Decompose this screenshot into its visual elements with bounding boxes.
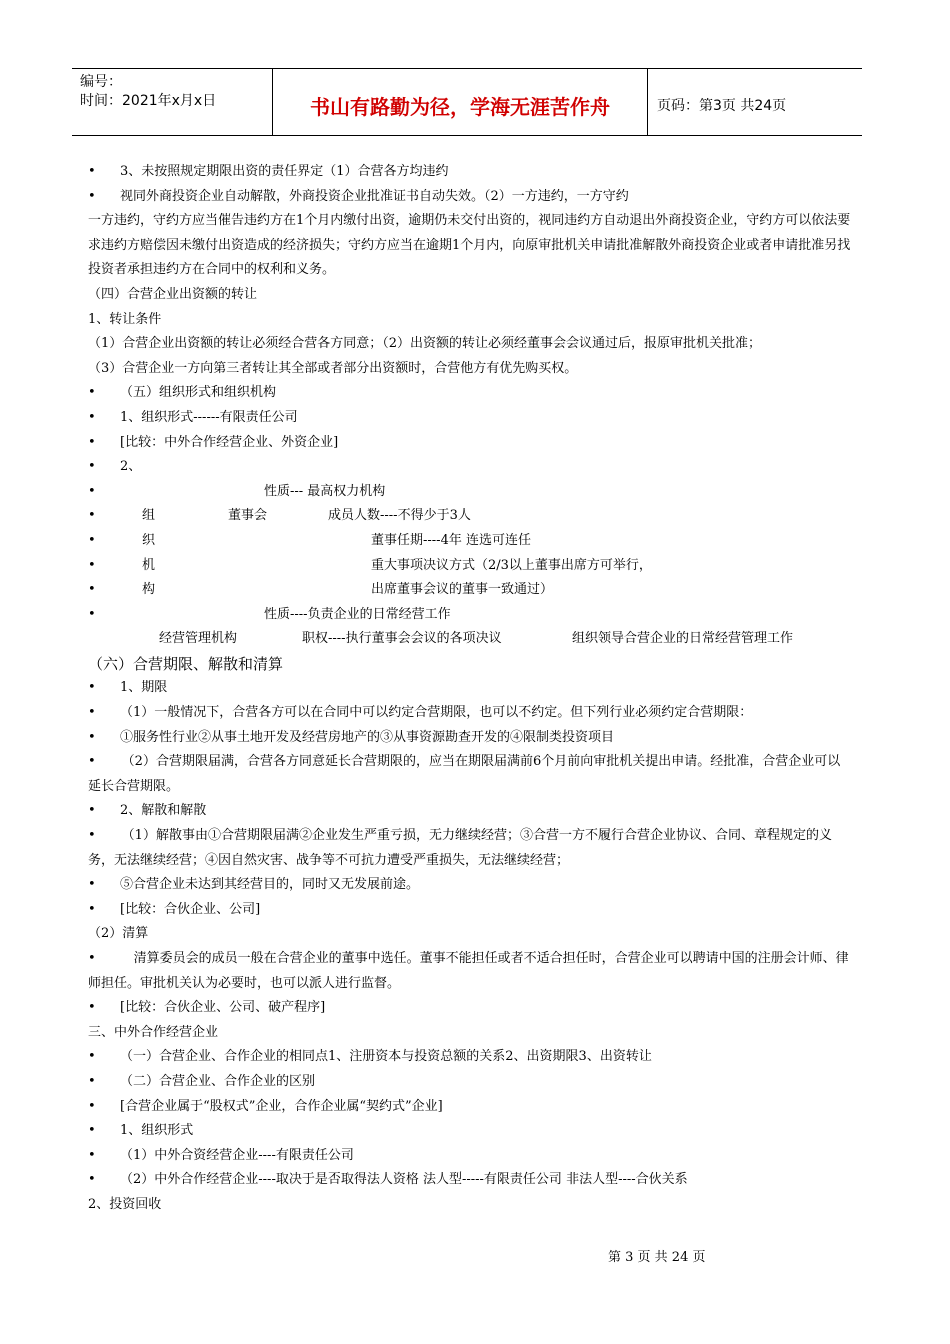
text-line: [合营企业属于“股权式”企业，合作企业属“契约式”企业] [120, 1098, 443, 1114]
section-heading: 三、中外合作经营企业 [88, 1024, 219, 1040]
paragraph: （1）合营企业出资额的转让必须经合营各方同意；（2）出资额的转让必须经董事会会议通过后，报原审批机关批准； [88, 336, 762, 352]
text-line: 董事任期----4年 连选可连任 [371, 532, 531, 548]
org-chart-row [88, 603, 853, 628]
text-line: （2）中外合作经营企业----取决于是否取得法人资格 法人型-----有限责任公司 非法人型----合伙关系 [120, 1172, 688, 1188]
paragraph [88, 701, 853, 726]
bullet: • [88, 901, 96, 917]
header-left [80, 73, 270, 111]
paragraph [88, 406, 853, 431]
serial-label: 编号： [80, 74, 122, 90]
text-line: 出席董事会议的董事一致通过） [371, 582, 554, 598]
text-line: ⑤合营企业未达到其经营目的，同时又无发展前途。 [120, 877, 420, 893]
bullet: • [88, 434, 96, 450]
bullet: • [88, 557, 96, 573]
bullet: • [88, 188, 96, 204]
bullet: • [88, 951, 96, 966]
bullet: • [88, 1049, 96, 1065]
section-heading: （四）合营企业出资额的转让 [88, 286, 258, 302]
paragraph [88, 1168, 853, 1193]
text-line: 1、组织形式------有限责任公司 [120, 409, 298, 425]
section-heading: （六）合营期限、解散和清算 [88, 654, 284, 673]
paragraph [88, 1095, 853, 1120]
page-header [72, 68, 862, 136]
text-line: 3、未按照规定期限出资的责任界定（1）合营各方均违约 [120, 164, 449, 179]
paragraph [88, 1144, 853, 1169]
bullet: • [88, 532, 96, 548]
org-chart-row [88, 554, 853, 579]
document-body [88, 160, 853, 1218]
org-chart-row [88, 529, 853, 554]
text-line: 董事会 [228, 508, 268, 524]
text-line: 1、组织形式 [120, 1123, 194, 1139]
text-line: 构 [142, 582, 156, 598]
text-line: 2、 [120, 459, 142, 475]
paragraph [88, 873, 853, 898]
text-line: 织 [142, 532, 156, 548]
bullet: • [88, 582, 96, 598]
text-line: 经营管理机构 [159, 631, 238, 647]
paragraph: 一方违约，守约方应当催告违约方在1个月内缴付出资，逾期仍未交付出资的，视同违约方自动退出外商投资企业，守约方可以依法要求违约方赔偿因未缴付出资造成的经济损失；守约方应当在逾期1个月内，向原审批机关申请批准解散外商投资企业或者申请批准另找投资者承担违约方在合同中的权利和义务。 [88, 213, 851, 278]
text-line: [比较：合伙企业、公司、破产程序] [120, 1000, 326, 1016]
text-line: 组织领导合营企业的日常经营管理工作 [572, 631, 794, 647]
paragraph [88, 455, 853, 480]
text-line: 性质----负责企业的日常经营工作 [264, 606, 451, 622]
text-line: 机 [142, 557, 156, 573]
text-line: 成员人数----不得少于3人 [328, 508, 471, 524]
paragraph [88, 1070, 853, 1095]
text-line: 清算委员会的成员一般在合营企业的董事中选任。董事不能担任或者不适合担任时，合营企业可以聘请中国的注册会计师、律师担任。审批机关认为必要时，也可以派人进行监督。 [88, 951, 849, 991]
bullet: • [88, 754, 96, 770]
text-line: （五）组织形式和组织机构 [120, 385, 277, 401]
bullet: • [88, 729, 96, 745]
bullet: • [88, 1098, 96, 1114]
bullet: • [88, 606, 96, 622]
paragraph [88, 381, 853, 406]
text-line: ①服务性行业②从事土地开发及经营房地产的③从事资源勘查开发的④限制类投资项目 [120, 729, 615, 745]
header-motto: 书山有路勤为径，学海无涯苦作舟 [310, 95, 610, 119]
text-line: 2、解散和解散 [120, 803, 207, 819]
text-line: 1、期限 [120, 680, 168, 696]
time-label: 时间：2021年x月x日 [80, 93, 217, 109]
paragraph [88, 996, 853, 1021]
org-chart-row [88, 504, 853, 529]
text-line: （1）中外合资经营企业----有限责任公司 [120, 1147, 354, 1163]
bullet: • [88, 409, 96, 425]
bullet: • [88, 1000, 96, 1016]
paragraph: （2）清算 [88, 926, 149, 942]
text-line: 职权----执行董事会会议的各项决议 [302, 631, 502, 647]
paragraph: 1、转让条件 [88, 311, 162, 327]
text-line: 组 [142, 508, 156, 524]
org-chart-row [88, 627, 853, 652]
text-line: 视同外商投资企业自动解散，外商投资企业批准证书自动失效。（2）一方违约，一方守约 [120, 188, 629, 204]
header-divider [647, 69, 648, 135]
bullet: • [88, 1123, 96, 1139]
text-line: （1）一般情况下，合营各方可以在合同中可以约定合营期限，也可以不约定。但下列行业必须约定合营期限： [120, 705, 753, 721]
paragraph [88, 676, 853, 701]
bullet: • [88, 828, 96, 844]
paragraph [88, 947, 853, 996]
text-line: （1）解散事由①合营期限届满②企业发生严重亏损，无力继续经营；③合营一方不履行合营企业协议、合同、章程规定的义务，无法继续经营；④因自然灾害、战争等不可抗力遭受严重损失，无法继续经营； [88, 828, 832, 868]
paragraph [88, 185, 853, 210]
text-line: （二）合营企业、合作企业的区别 [120, 1073, 316, 1089]
paragraph [88, 726, 853, 751]
bullet: • [88, 1073, 96, 1089]
paragraph [88, 160, 853, 185]
bullet: • [88, 164, 96, 179]
bullet: • [88, 459, 96, 475]
org-chart-row [88, 578, 853, 603]
text-line: （一）合营企业、合作企业的相同点1、注册资本与投资总额的关系2、出资期限3、出资转让 [120, 1049, 652, 1065]
text-line: 重大事项决议方式（2/3以上董事出席方可举行， [371, 557, 652, 573]
bullet: • [88, 508, 96, 524]
bullet: • [88, 705, 96, 721]
bullet: • [88, 877, 96, 893]
bullet: • [88, 680, 96, 696]
paragraph [88, 898, 853, 923]
bullet: • [88, 803, 96, 819]
paragraph [88, 824, 853, 873]
text-line: （2）合营期限届满，合营各方同意延长合营期限的，应当在期限届满前6个月前向审批机关提出申请。经批准，合营企业可以延长合营期限。 [88, 754, 841, 794]
bullet: • [88, 385, 96, 401]
text-line: 性质--- 最高权力机构 [264, 483, 386, 499]
paragraph [88, 750, 853, 799]
bullet: • [88, 1172, 96, 1188]
paragraph: （3）合营企业一方向第三者转让其全部或者部分出资额时，合营他方有优先购买权。 [88, 360, 578, 376]
text-line: [比较：合伙企业、公司] [120, 901, 261, 917]
paragraph [88, 799, 853, 824]
bullet: • [88, 1147, 96, 1163]
header-page-number: 页码：第3页 共24页 [657, 98, 787, 114]
text-line: [比较：中外合作经营企业、外资企业] [120, 434, 339, 450]
page-footer: 第 3 页 共 24 页 [608, 1250, 706, 1265]
org-chart-row [88, 480, 853, 505]
bullet: • [88, 483, 96, 499]
paragraph: 2、投资回收 [88, 1196, 162, 1212]
paragraph [88, 431, 853, 456]
paragraph [88, 1119, 853, 1144]
paragraph [88, 1045, 853, 1070]
